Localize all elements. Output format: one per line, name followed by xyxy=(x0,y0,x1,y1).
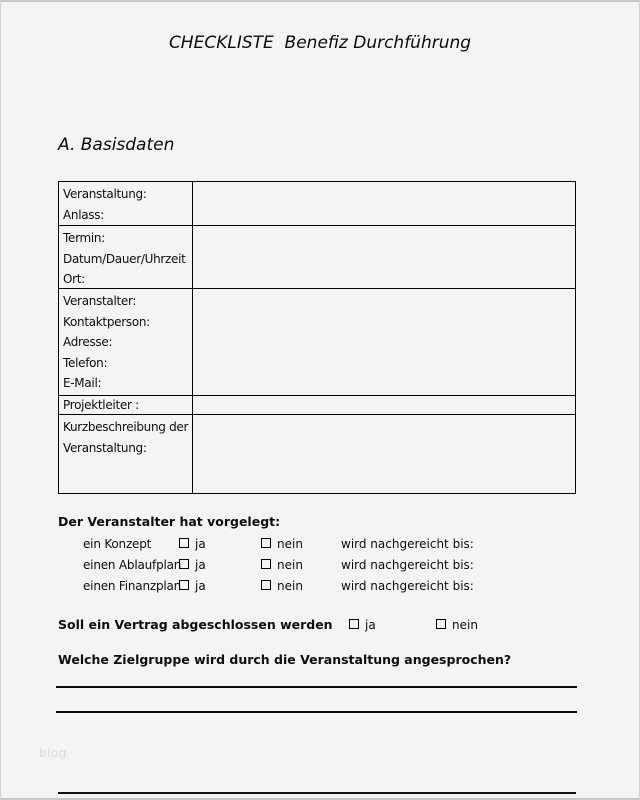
label-line: Veranstaltung: xyxy=(63,187,147,201)
followup-label: wird nachgereicht bis: xyxy=(341,536,474,551)
field-projektleiter[interactable] xyxy=(193,396,575,414)
row-label xyxy=(59,182,193,225)
section-heading-basisdaten: A. Basisdaten xyxy=(58,135,175,155)
followup-label: wird nachgereicht bis: xyxy=(341,557,474,572)
table-row-termin xyxy=(59,226,575,289)
checkbox-nein[interactable] xyxy=(261,538,271,548)
field-kurzbeschreibung[interactable] xyxy=(193,415,575,493)
label-line: Ort: xyxy=(63,272,85,286)
label-line: Kontaktperson: xyxy=(63,314,150,329)
row-label xyxy=(59,396,193,414)
checkbox-nein[interactable] xyxy=(261,559,271,569)
nein-label: nein xyxy=(277,557,303,572)
document-title: CHECKLISTE Benefiz Durchführung xyxy=(168,33,472,53)
label-line: Projektleiter : xyxy=(63,398,139,412)
row-label xyxy=(59,289,193,395)
label-line: Veranstaltung: xyxy=(63,440,147,455)
page-bottom-rule xyxy=(58,792,576,794)
table-row-kurzbeschreibung xyxy=(59,415,575,493)
table-row-veranstalter xyxy=(59,289,575,396)
ja-label: ja xyxy=(195,536,206,551)
label-line: Datum/Dauer/Uhrzeit xyxy=(63,251,186,266)
label-line: Kurzbeschreibung der xyxy=(63,420,189,434)
answer-line-2[interactable] xyxy=(56,711,577,713)
ja-label: ja xyxy=(195,578,206,593)
checkbox-ja[interactable] xyxy=(179,559,189,569)
label-line: E-Mail: xyxy=(63,376,102,390)
item-label: einen Finanzplan xyxy=(83,578,182,593)
row-label xyxy=(59,415,193,493)
vertrag-section xyxy=(58,616,578,633)
nein-label: nein xyxy=(277,578,303,593)
nein-label: nein xyxy=(277,536,303,551)
item-label: ein Konzept xyxy=(83,536,152,551)
vertrag-question: Soll ein Vertrag abgeschlossen werden xyxy=(58,617,333,632)
nein-label: nein xyxy=(452,617,478,632)
field-termin-ort[interactable] xyxy=(193,226,575,288)
checkbox-ja[interactable] xyxy=(179,580,189,590)
field-veranstalter-kontakt[interactable] xyxy=(193,289,575,395)
table-row-projektleiter xyxy=(59,396,575,415)
field-veranstaltung-anlass[interactable] xyxy=(193,182,575,225)
checkbox-nein[interactable] xyxy=(261,580,271,590)
label-line: Adresse: xyxy=(63,335,113,349)
ja-label: ja xyxy=(365,617,376,632)
table-row-veranstaltung xyxy=(59,182,575,226)
checkbox-ja[interactable] xyxy=(349,619,359,629)
vorgelegt-section xyxy=(58,514,578,596)
row-label xyxy=(59,226,193,288)
vorgelegt-row-ablaufplan xyxy=(58,554,578,575)
basisdaten-table xyxy=(58,181,576,494)
label-line: Anlass: xyxy=(63,207,104,222)
zielgruppe-question: Welche Zielgruppe wird durch die Veranstaltung angesprochen? xyxy=(58,652,512,667)
vorgelegt-row-konzept xyxy=(58,533,578,554)
label-line: Telefon: xyxy=(63,355,108,370)
vorgelegt-row-finanzplan xyxy=(58,575,578,596)
vorgelegt-heading: Der Veranstalter hat vorgelegt: xyxy=(58,514,281,529)
label-line: Termin: xyxy=(63,231,105,245)
checkbox-nein[interactable] xyxy=(436,619,446,629)
ja-label: ja xyxy=(195,557,206,572)
watermark-blog: blog xyxy=(39,746,67,760)
label-line: Veranstalter: xyxy=(63,294,137,308)
followup-label: wird nachgereicht bis: xyxy=(341,578,474,593)
item-label: einen Ablaufplan xyxy=(83,557,182,572)
answer-line-1[interactable] xyxy=(56,686,577,688)
checkbox-ja[interactable] xyxy=(179,538,189,548)
